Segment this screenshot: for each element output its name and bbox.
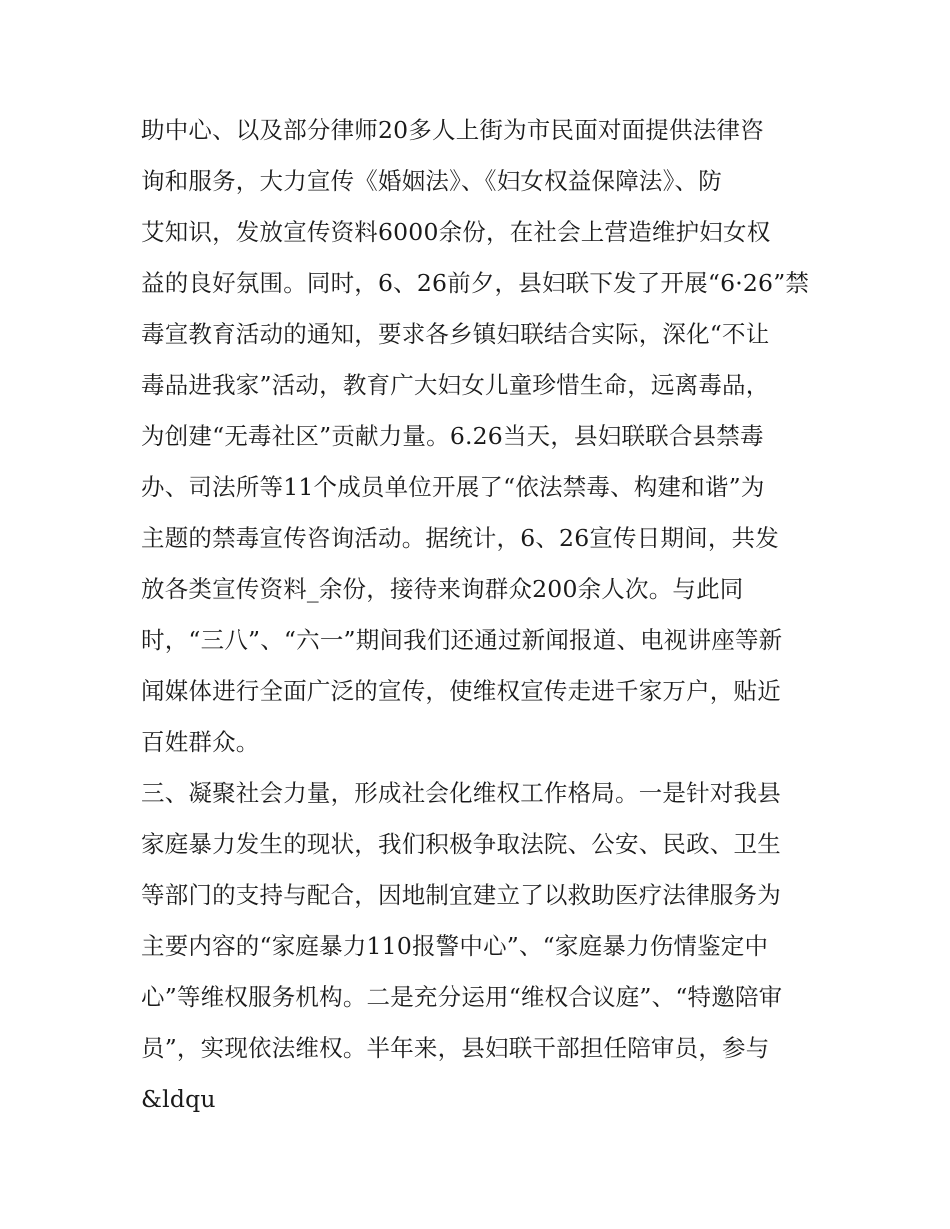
text-line: 艾知识，发放宣传资料6000余份，在社会上营造维护妇女权 (141, 218, 771, 246)
text-line: 询和服务，大力宣传《婚姻法》、《妇女权益保障法》、防 (141, 167, 722, 195)
text-line: 办、司法所等11个成员单位开展了“依法禁毒、构建和谐”为 (141, 473, 765, 501)
text-line: 百姓群众。 (141, 728, 260, 756)
text-line: 心”等维权服务机构。二是充分运用“维权合议庭”、“特邀陪审 (141, 983, 783, 1011)
text-line: 主题的禁毒宣传咨询活动。据统计，6、26宣传日期间，共发 (141, 524, 779, 552)
text-line: 助中心、以及部分律师20多人上街为市民面对面提供法律咨 (141, 116, 764, 144)
text-line: 闻媒体进行全面广泛的宣传，使维权宣传走进千家万户，贴近 (141, 677, 781, 705)
text-line: 毒品进我家”活动，教育广大妇女儿童珍惜生命，远离毒品， (141, 371, 770, 399)
text-line: &ldqu (141, 1085, 216, 1113)
text-line: 毒宣教育活动的通知，要求各乡镇妇联结合实际，深化“不让 (141, 320, 770, 348)
document-body (141, 108, 821, 1128)
text-line: 主要内容的“家庭暴力110报警中心”、“家庭暴力伤情鉴定中 (141, 932, 769, 960)
text-line: 三、凝聚社会力量，形成社会化维权工作格局。一是针对我县 (141, 779, 781, 807)
text-line: 家庭暴力发生的现状，我们积极争取法院、公安、民政、卫生 (141, 830, 781, 858)
text-line: 为创建“无毒社区”贡献力量。6.26当天，县妇联联合县禁毒 (141, 422, 764, 450)
text-line: 放各类宣传资料_余份，接待来询群众200余人次。与此同 (141, 575, 744, 603)
text-line: 时，“三八”、“六一”期间我们还通过新闻报道、电视讲座等新 (141, 626, 783, 654)
text-line: 益的良好氛围。同时，6、26前夕，县妇联下发了开展“6·26”禁 (141, 269, 810, 297)
text-line: 员”，实现依法维权。半年来，县妇联干部担任陪审员，参与 (141, 1034, 770, 1062)
text-line: 等部门的支持与配合，因地制宜建立了以救助医疗法律服务为 (141, 881, 781, 909)
